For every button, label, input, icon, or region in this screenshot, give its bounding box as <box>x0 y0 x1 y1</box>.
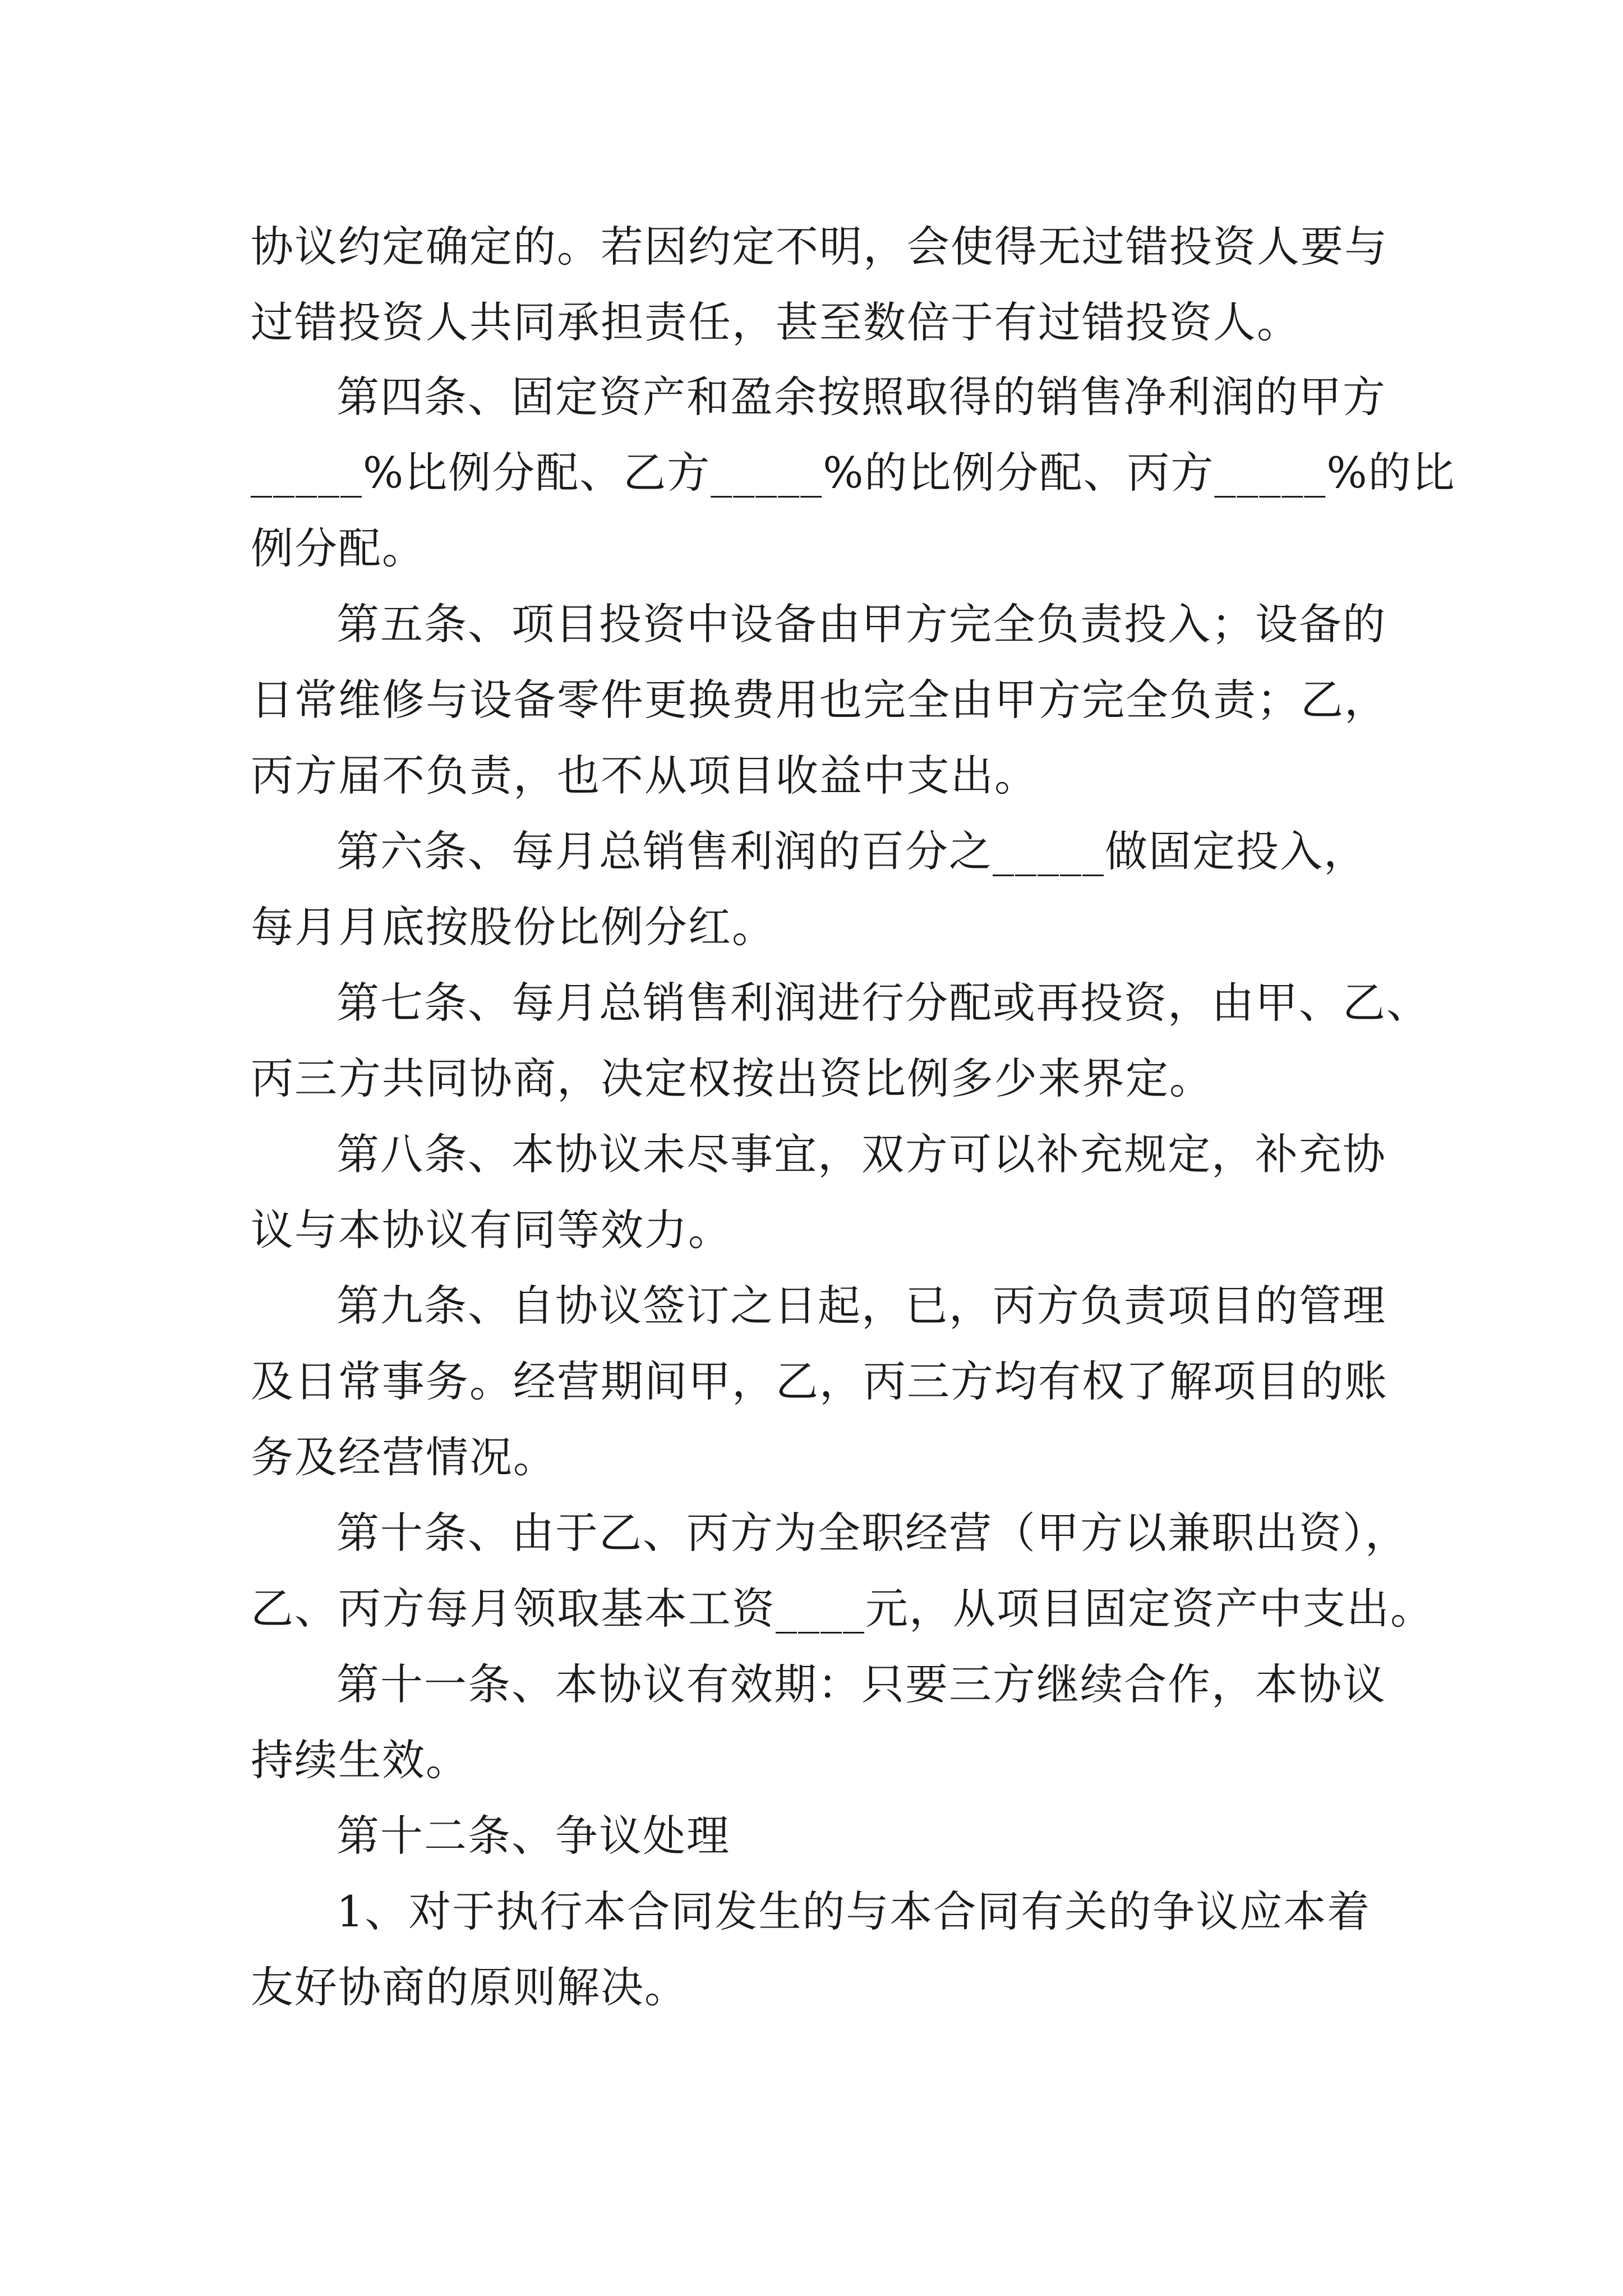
text-line: 第五条、项目投资中设备由甲方完全负责投入；设备的 <box>336 599 1386 649</box>
text-line: 第六条、每月总销售利润的百分之_____做固定投入， <box>336 826 1367 876</box>
text-line: 友好协商的原则解决。 <box>251 1962 688 2012</box>
text-line: 第十条、由于乙、丙方为全职经营（甲方以兼职出资）， <box>336 1508 1409 1558</box>
text-line: 第七条、每月总销售利润进行分配或再投资，由甲、乙、 <box>336 978 1430 1028</box>
text-line: 丙三方共同协商，决定权按出资比例多少来界定。 <box>251 1053 1213 1103</box>
text-line: 1、对于执行本合同发生的与本合同有关的争议应本着 <box>336 1887 1371 1936</box>
text-line: 每月月底按股份比例分红。 <box>251 902 776 952</box>
text-line: 第四条、固定资产和盈余按照取得的销售净利润的甲方 <box>336 372 1386 422</box>
text-line: 第十一条、本协议有效期：只要三方继续合作，本协议 <box>336 1659 1386 1709</box>
text-line: 第九条、自协议签订之日起，已，丙方负责项目的管理 <box>336 1281 1386 1331</box>
text-line: 务及经营情况。 <box>251 1432 557 1482</box>
text-line: 持续生效。 <box>251 1735 469 1785</box>
text-line: 丙方届不负责，也不从项目收益中支出。 <box>251 751 1038 800</box>
text-line: 过错投资人共同承担责任，甚至数倍于有过错投资人。 <box>251 297 1301 347</box>
text-line: 乙、丙方每月领取基本工资____元，从项目固定资产中支出。 <box>251 1584 1434 1634</box>
text-line: 第八条、本协议未尽事宜，双方可以补充规定，补充协 <box>336 1129 1386 1179</box>
text-line: 议与本协议有同等效力。 <box>251 1205 732 1255</box>
text-line: 第十二条、争议处理 <box>336 1811 730 1861</box>
text-line: 协议约定确定的。若因约定不明，会使得无过错投资人要与 <box>251 222 1388 272</box>
text-line: 日常维修与设备零件更换费用也完全由甲方完全负责；乙， <box>251 675 1388 725</box>
text-line: _____%比例分配、乙方_____%的比例分配、丙方_____%的比 <box>251 448 1456 498</box>
text-line: 及日常事务。经营期间甲，乙，丙三方均有权了解项目的账 <box>251 1356 1388 1406</box>
text-line: 例分配。 <box>251 523 426 573</box>
